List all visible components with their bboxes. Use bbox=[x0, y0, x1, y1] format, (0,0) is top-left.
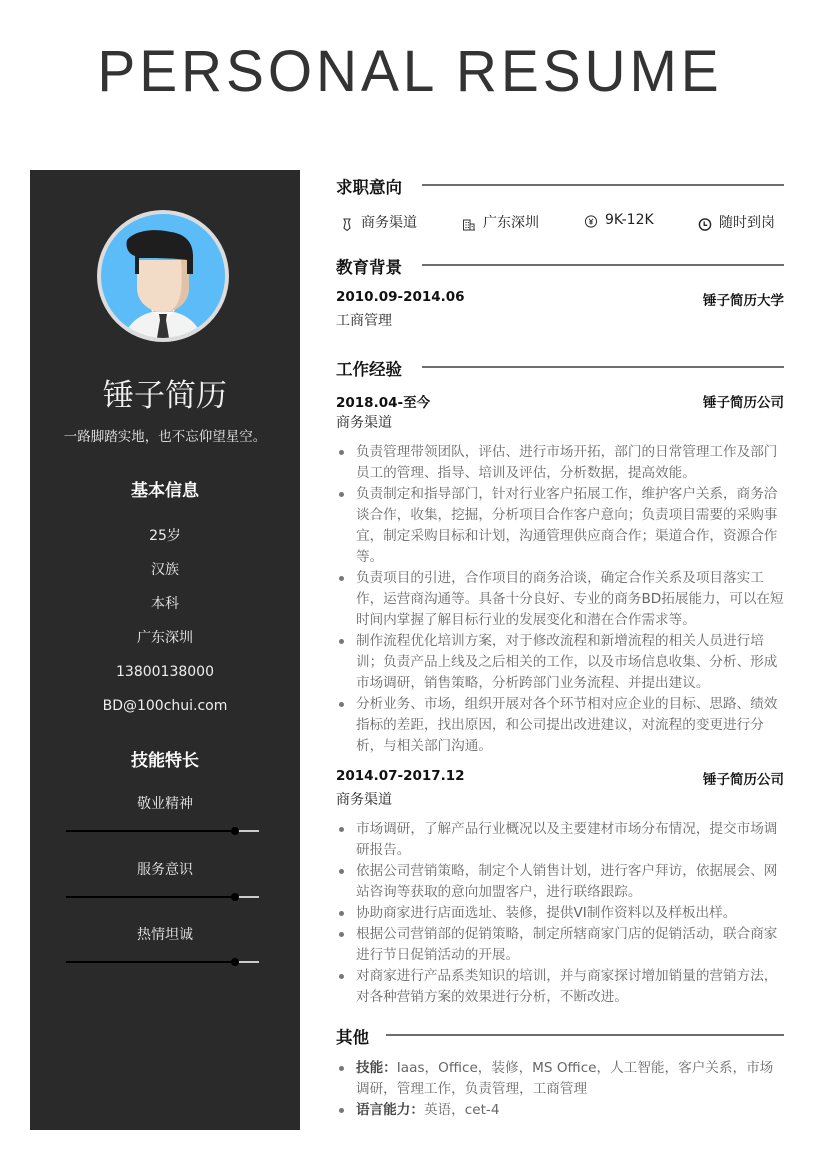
info-email: BD@100chui.com bbox=[102, 698, 228, 714]
intent-city: 广东深圳 bbox=[462, 212, 539, 232]
section-title: 教育背景 bbox=[336, 254, 408, 278]
skill-level-knob bbox=[231, 958, 239, 966]
intent-availability: 随时到岗 bbox=[698, 212, 775, 232]
section-title: 其他 bbox=[336, 1024, 375, 1048]
skill-item bbox=[30, 925, 300, 963]
education-major: 工商管理 bbox=[336, 313, 392, 329]
basic-info-list bbox=[30, 522, 300, 726]
avatar-illustration-icon bbox=[101, 214, 225, 338]
motto: 一路脚踏实地，也不忘仰望星空。 bbox=[63, 429, 267, 445]
info-ethnicity: 汉族 bbox=[151, 562, 179, 578]
work-date: 2014.07-2017.12 bbox=[336, 768, 465, 784]
work-duties-list bbox=[336, 819, 784, 1008]
other-value: Iaas，Office，装修，MS Office，人工智能，客户关系，市场调研，管理工作，负责管理，工商管理 bbox=[356, 1060, 774, 1097]
education-date: 2010.09-2014.06 bbox=[336, 289, 465, 305]
sidebar bbox=[30, 170, 300, 1130]
skill-level-bar bbox=[66, 896, 259, 898]
list-item: 对商家进行产品系类知识的培训，并与商家探讨增加销量的营销方法，对各种营销方案的效果进行分析，不断改进。 bbox=[336, 966, 784, 1008]
info-location: 广东深圳 bbox=[137, 630, 193, 646]
work-duties-list bbox=[336, 442, 784, 757]
section-title: 工作经验 bbox=[336, 356, 408, 380]
skills-heading: 技能特长 bbox=[131, 751, 199, 771]
list-item: 制作流程优化培训方案，对于修改流程和新增流程的相关人员进行培训；负责产品上线及之后相关的工作，以及市场信息收集、分析、形成市场调研，销售策略，分析跨部门业务流程、并提出建议。 bbox=[336, 631, 784, 694]
basic-info-heading: 基本信息 bbox=[131, 481, 199, 501]
other-label: 技能： bbox=[356, 1060, 397, 1076]
info-education: 本科 bbox=[151, 596, 179, 612]
list-item bbox=[336, 1058, 784, 1100]
list-item: 市场调研，了解产品行业概况以及主要建材市场分布情况，提交市场调研报告。 bbox=[336, 819, 784, 861]
skill-level-knob bbox=[231, 893, 239, 901]
info-phone: 13800138000 bbox=[116, 664, 214, 680]
other-value: 英语，cet-4 bbox=[423, 1102, 500, 1118]
list-item: 根据公司营销部的促销策略，制定所辖商家门店的促销活动，联合商家进行节日促销活动的开展。 bbox=[336, 924, 784, 966]
info-age: 25岁 bbox=[149, 528, 181, 544]
education-entry-header bbox=[336, 289, 784, 309]
section-rule bbox=[422, 184, 784, 186]
yen-icon bbox=[584, 214, 598, 228]
list-item: 负责制定和指导部门，针对行业客户拓展工作，维护客户关系，商务洽谈合作，收集，挖掘，分析项目合作客户意向；负责项目需要的采购事宜，制定采购目标和计划，沟通管理供应商合作；渠道合作，资源合作等。 bbox=[336, 484, 784, 568]
clock-icon bbox=[698, 217, 712, 231]
work-date: 2018.04-至今 bbox=[336, 395, 431, 411]
intent-salary: 9K-12K bbox=[584, 212, 654, 228]
skill-label: 热情坦诚 bbox=[137, 927, 193, 943]
work-entry-header bbox=[336, 391, 784, 411]
page-title: PERSONAL RESUME bbox=[97, 39, 723, 104]
tie-icon bbox=[340, 217, 354, 231]
candidate-name: 锤子简历 bbox=[103, 378, 227, 414]
work-company: 锤子简历公司 bbox=[703, 395, 784, 411]
section-rule bbox=[386, 1034, 784, 1036]
job-intent-row bbox=[336, 212, 796, 236]
avatar bbox=[97, 210, 229, 342]
skill-item bbox=[30, 794, 300, 832]
building-icon bbox=[462, 217, 476, 231]
section-job-intent bbox=[336, 170, 784, 200]
skill-item bbox=[30, 860, 300, 898]
other-label: 语言能力： bbox=[356, 1102, 424, 1118]
skill-level-knob bbox=[231, 827, 239, 835]
list-item bbox=[336, 1100, 784, 1121]
list-item: 依据公司营销策略，制定个人销售计划，进行客户拜访，依据展会、网站咨询等获取的意向加盟客户，进行联络跟踪。 bbox=[336, 861, 784, 903]
work-entry-header bbox=[336, 768, 784, 788]
education-school: 锤子简历大学 bbox=[703, 293, 784, 309]
section-title: 求职意向 bbox=[336, 174, 408, 198]
skill-level-bar bbox=[66, 961, 259, 963]
section-work-experience bbox=[336, 352, 784, 382]
list-item: 负责管理带领团队，评估、进行市场开拓，部门的日常管理工作及部门员工的管理、指导、培训及评估，分析数据，提高效能。 bbox=[336, 442, 784, 484]
list-item: 协助商家进行店面选址、装修，提供VI制作资料以及样板出样。 bbox=[336, 903, 784, 924]
section-other bbox=[336, 1020, 784, 1050]
other-list bbox=[336, 1058, 784, 1121]
list-item: 分析业务、市场，组织开展对各个环节相对应企业的目标、思路、绩效指标的差距，找出原因，和公司提出改进建议，对流程的变更进行分析，与相关部门沟通。 bbox=[336, 694, 784, 757]
skill-level-bar bbox=[66, 830, 259, 832]
list-item: 负责项目的引进，合作项目的商务洽谈，确定合作关系及项目落实工作，运营商沟通等。具备十分良好、专业的商务BD拓展能力，可以在短时间内掌握了解目标行业的发展变化和潜在合作需求等。 bbox=[336, 568, 784, 631]
skill-label: 敬业精神 bbox=[137, 796, 193, 812]
section-rule bbox=[422, 264, 784, 266]
work-company: 锤子简历公司 bbox=[703, 772, 784, 788]
section-education bbox=[336, 250, 784, 280]
intent-position: 商务渠道 bbox=[340, 212, 417, 232]
work-role: 商务渠道 bbox=[336, 415, 392, 431]
work-role: 商务渠道 bbox=[336, 792, 392, 808]
section-rule bbox=[422, 366, 784, 368]
skill-label: 服务意识 bbox=[137, 862, 193, 878]
